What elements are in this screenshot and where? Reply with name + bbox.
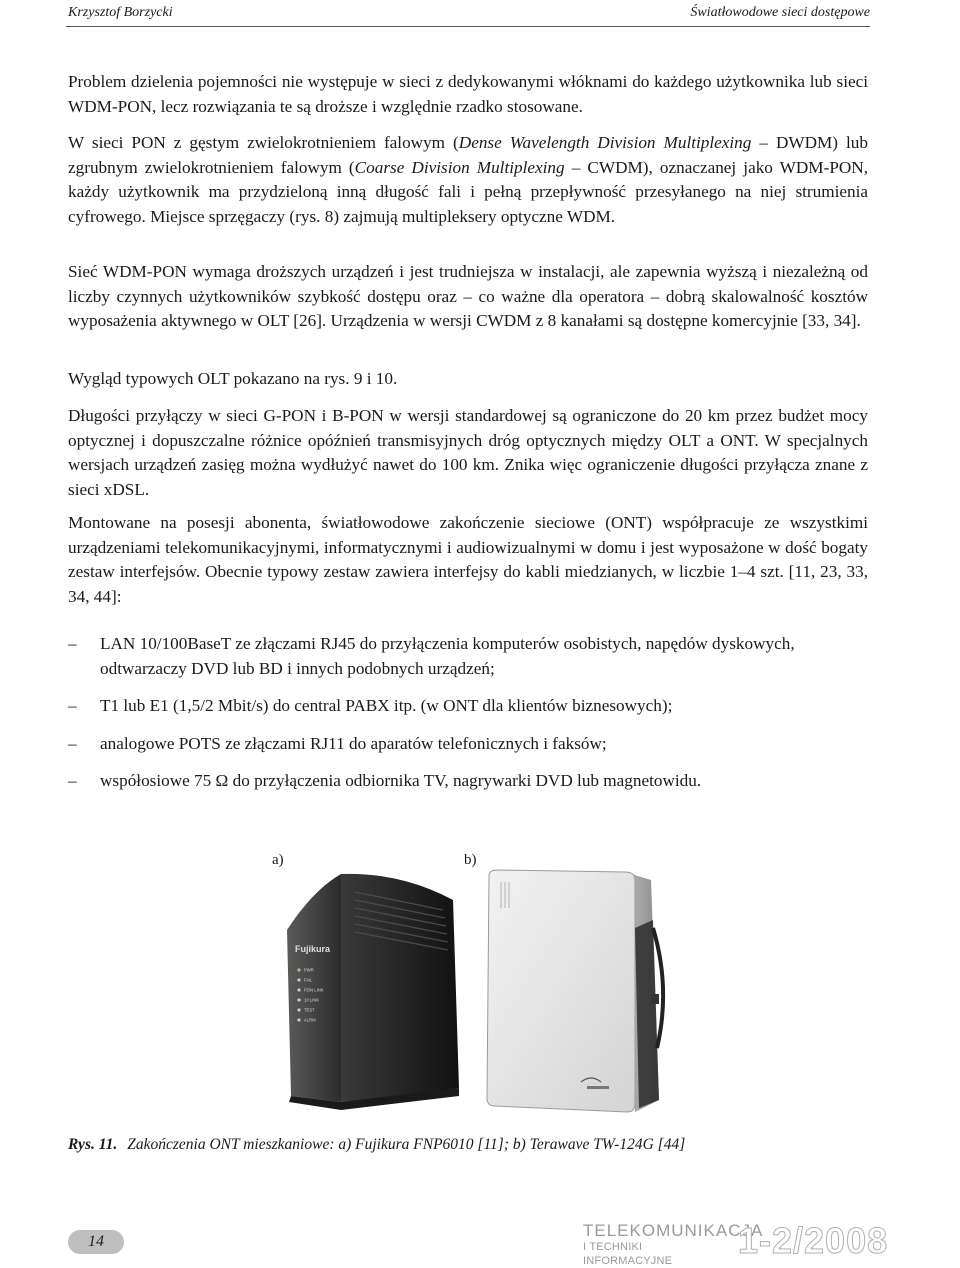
led-indicator	[297, 1018, 300, 1021]
term-dwdm: Dense Wavelength Division Multiplexing	[458, 133, 752, 152]
paragraph-2	[68, 131, 868, 229]
list-dash: –	[68, 696, 77, 715]
device-a-fujikura-ont	[283, 870, 468, 1110]
list-dash: –	[68, 771, 77, 790]
figure-caption	[68, 1136, 685, 1154]
device-a-brand: Fujikura	[295, 944, 331, 954]
led-label: TEST	[304, 1007, 315, 1013]
led-label: 10 LINK	[304, 997, 320, 1003]
led-label: ALRM	[304, 1017, 316, 1023]
led-label: PWR	[304, 967, 314, 973]
journal-title: TELEKOMUNIKACJA	[583, 1221, 764, 1240]
list-item-text: współosiowe 75 Ω do przyłączenia odbiornika TV, nagrywarki DVD lub magnetowidu.	[100, 771, 702, 790]
figure-label-b: b)	[464, 852, 477, 868]
header-rule	[66, 26, 870, 27]
issue-number: 1-2/2008	[738, 1220, 889, 1261]
list-item-text: analogowe POTS ze złączami RJ11 do aparatów telefonicznych i faksów;	[100, 733, 607, 753]
led-indicator	[297, 978, 300, 981]
term-cwdm: Coarse Division Multiplexing	[354, 157, 565, 177]
page-number: 14	[68, 1230, 124, 1254]
paragraph-5: Długości przyłączy w sieci G-PON i B-PON w wersji standardowej są ograniczone do 20 km przez budżet mocy optycznej i dopuszczalne różnice opóźnień transmisyjnych dróg optycznych między OLT a ONT. W specjalnych wersjach urządzeń zasięg można wydłużyć nawet do 100 km. Znika więc ograniczenie długości przyłącza znane z sieci xDSL.	[68, 406, 868, 499]
list-item	[68, 732, 868, 757]
list-item-text: T1 lub E1 (1,5/2 Mbit/s) do central PABX itp. (w ONT dla klientów biznesowych);	[100, 696, 673, 715]
list-item	[68, 632, 868, 681]
list-item	[68, 769, 868, 794]
list-item	[68, 694, 868, 719]
journal-subtitle: I TECHNIKI INFORMACYJNE	[583, 1241, 673, 1267]
header-author: Krzysztof Borzycki	[68, 5, 173, 20]
running-head	[68, 2, 870, 24]
led-label: PON LINK	[304, 987, 324, 993]
paragraph-1: Problem dzielenia pojemności nie występuje w sieci z dedykowanymi włóknami do każdego użytkownika lub sieci WDM-PON, lecz rozwiązania te są droższe i względnie rzadko stosowane.	[68, 72, 868, 116]
paragraph-3: Sieć WDM-PON wymaga droższych urządzeń i jest trudniejsza w instalacji, ale zapewnia wyższą i niezależną od liczby czynnych użytkowników szybkość dostępu oraz – co ważne dla operatora – dobrą skalowalność kosztów wyposażenia aktywnego w OLT [26]. Urządzenia w wersji CWDM z 8 kanałami są dostępne komercyjnie [33, 34].	[68, 262, 868, 330]
list-dash: –	[68, 733, 77, 753]
paragraph-6: Montowane na posesji abonenta, światłowodowe zakończenie sieciowe (ONT) współpracuje ze wszystkimi urządzeniami telekomunikacyjnymi, informatycznymi i audiowizualnymi w domu i jest wyposażone w dość bogaty zestaw interfejsów. Obecnie typowy zestaw zawiera interfejsy do kabli miedzianych, w liczbie 1–4 szt. [11, 23, 33, 34, 44]:	[68, 513, 868, 606]
paragraph-4: Wygląd typowych OLT pokazano na rys. 9 i 10.	[68, 369, 398, 388]
figure-label-a: a)	[272, 852, 284, 868]
caption-text: Zakończenia ONT mieszkaniowe: a) Fujikura FNP6010 [11]; b) Terawave TW-124G [44]	[127, 1136, 686, 1153]
led-indicator	[297, 988, 300, 991]
caption-number: Rys. 11.	[68, 1136, 118, 1153]
led-indicator	[297, 1008, 300, 1011]
device-b-terawave-ont	[475, 868, 685, 1116]
led-indicator	[297, 998, 300, 1001]
paragraph-2-part-b: – DWDM) lub zgrubnym zwielokrotnieniem falowym (	[68, 133, 868, 177]
header-title: Światłowodowe sieci dostępowe	[690, 5, 870, 20]
list-dash: –	[68, 634, 77, 653]
paragraph-2-part-c: – CWDM), oznaczanej jako WDM-PON, każdy użytkownik ma przydzieloną inną długość fali i pełną przepływność przesyłanego na niej strumienia cyfrowego. Miejsce sprzęgaczy (rys. 8) zajmują multipleksery optyczne WDM.	[68, 157, 868, 226]
led-indicator	[297, 968, 300, 971]
list-item-text: LAN 10/100BaseT ze złączami RJ45 do przyłączenia komputerów osobistych, napędów dyskowych, odtwarzaczy DVD lub BD i innych podobnych urządzeń;	[100, 634, 795, 678]
paragraph-2-part-a: W sieci PON z gęstym zwielokrotnieniem falowym (	[68, 133, 459, 152]
journal-logo	[583, 1221, 764, 1268]
led-label: FAIL	[304, 977, 313, 983]
interface-list	[68, 632, 868, 807]
